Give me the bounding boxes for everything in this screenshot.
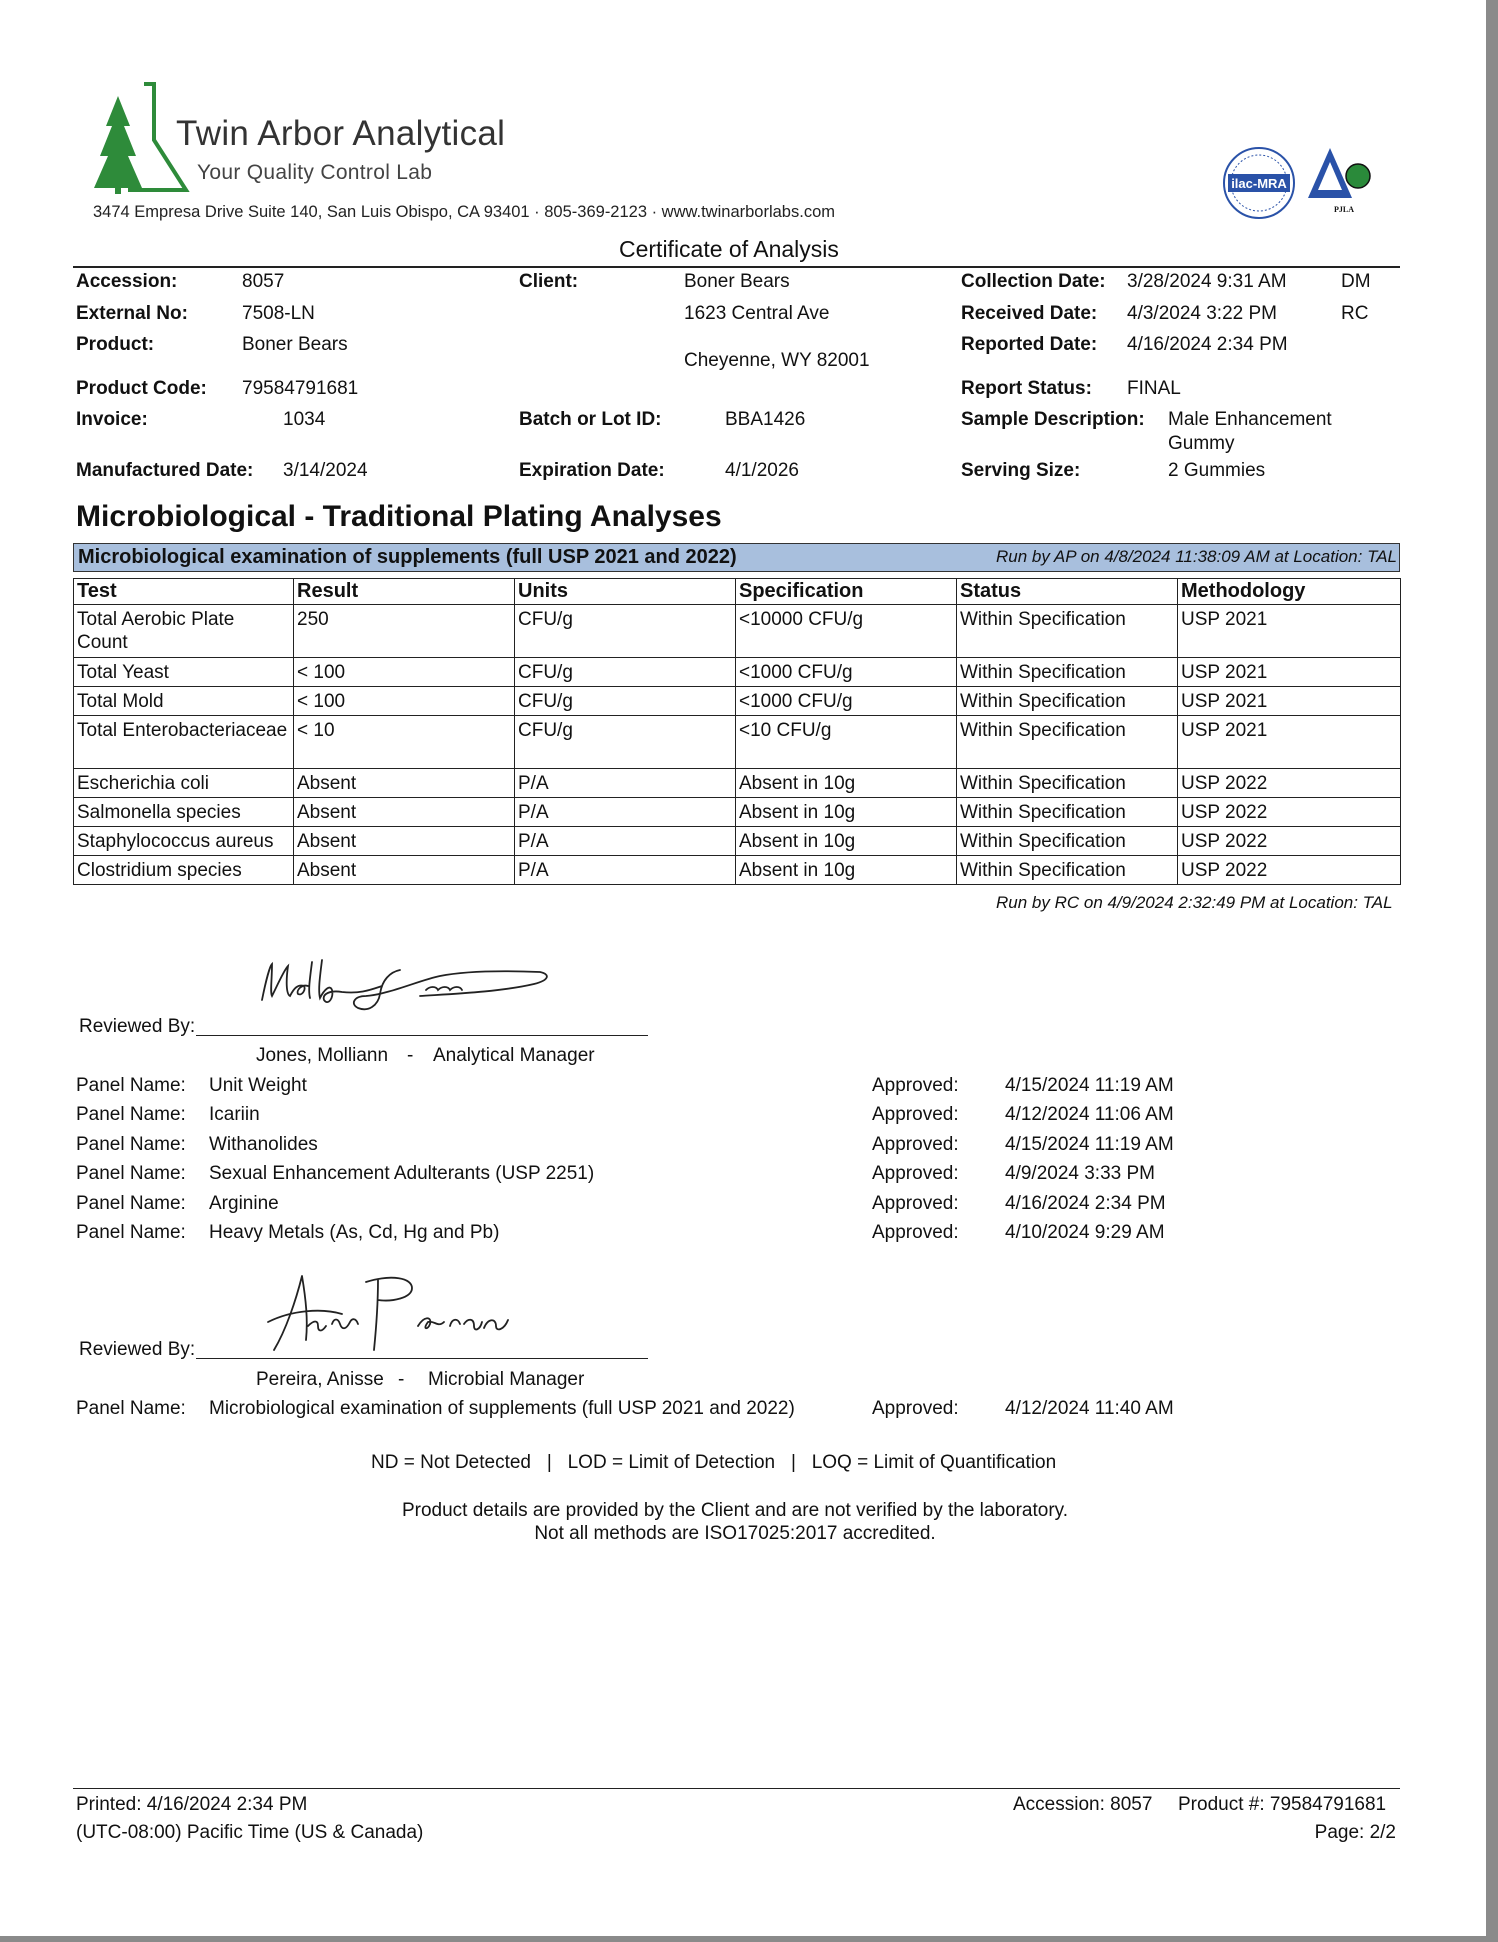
- cell-specification: Absent in 10g: [736, 856, 957, 885]
- col-units: Units: [515, 579, 736, 605]
- review1-role: Analytical Manager: [433, 1045, 595, 1066]
- cell-test: Salmonella species: [74, 798, 294, 827]
- approved-label: Approved:: [872, 1193, 959, 1214]
- cell-status: Within Specification: [957, 658, 1178, 687]
- serving-value: 2 Gummies: [1168, 460, 1266, 481]
- cell-specification: <1000 CFU/g: [736, 687, 957, 716]
- footer-page: Page: 2/2: [1314, 1822, 1396, 1843]
- product-code-label: Product Code:: [76, 378, 207, 399]
- cell-status: Within Specification: [957, 827, 1178, 856]
- panel-header-bar: [73, 543, 1400, 572]
- col-test: Test: [74, 579, 294, 605]
- collection-initials: DM: [1341, 271, 1371, 292]
- col-methodology: Methodology: [1178, 579, 1401, 605]
- approved-label: Approved:: [872, 1398, 959, 1419]
- pjla-logo-icon: [1304, 140, 1384, 230]
- cell-status: Within Specification: [957, 687, 1178, 716]
- reported-value: 4/16/2024 2:34 PM: [1127, 334, 1288, 355]
- cell-methodology: USP 2021: [1178, 687, 1401, 716]
- approved-value: 4/12/2024 11:06 AM: [1005, 1104, 1174, 1125]
- cell-specification: Absent in 10g: [736, 769, 957, 798]
- section-title: Microbiological - Traditional Plating Analyses: [76, 500, 722, 533]
- expiration-value: 4/1/2026: [725, 460, 799, 481]
- review2-role: Microbial Manager: [428, 1369, 585, 1390]
- review2-signature-line: [196, 1358, 648, 1359]
- panel-name: Arginine: [209, 1193, 279, 1214]
- results-table: [73, 578, 1401, 885]
- collection-value: 3/28/2024 9:31 AM: [1127, 271, 1287, 292]
- approved-value: 4/15/2024 11:19 AM: [1005, 1075, 1174, 1096]
- panel-label: Panel Name:: [76, 1163, 186, 1184]
- sample-line1: Male Enhancement: [1168, 409, 1332, 430]
- panel-label: Panel Name:: [76, 1104, 186, 1125]
- cell-result: 250: [294, 605, 515, 658]
- product-code-value: 79584791681: [242, 378, 359, 399]
- invoice-value: 1034: [283, 409, 326, 430]
- product-value: Boner Bears: [242, 334, 348, 355]
- col-specification: Specification: [736, 579, 957, 605]
- accession-label: Accession:: [76, 271, 178, 292]
- lab-address: 3474 Empresa Drive Suite 140, San Luis Obispo, CA 93401 · 805-369-2123 · www.twinarborlabs.com: [93, 203, 835, 221]
- serving-label: Serving Size:: [961, 460, 1081, 481]
- review2-dash: -: [398, 1369, 405, 1390]
- cell-status: Within Specification: [957, 716, 1178, 769]
- cell-specification: Absent in 10g: [736, 798, 957, 827]
- review1-dash: -: [407, 1045, 414, 1066]
- review1-label: Reviewed By:: [79, 1016, 196, 1037]
- footer-accession: Accession: 8057: [1013, 1794, 1153, 1815]
- panel-run-info: Run by AP on 4/8/2024 11:38:09 AM at Location: TAL: [995, 547, 1397, 566]
- cell-methodology: USP 2022: [1178, 798, 1401, 827]
- sample-label: Sample Description:: [961, 409, 1145, 430]
- table-row: [74, 687, 1401, 716]
- cell-units: CFU/g: [515, 605, 736, 658]
- lab-tagline: Your Quality Control Lab: [197, 161, 433, 184]
- signature-image: [262, 1270, 562, 1360]
- review1-signature-line: [196, 1035, 648, 1036]
- received-value: 4/3/2024 3:22 PM: [1127, 303, 1277, 324]
- manufactured-label: Manufactured Date:: [76, 460, 254, 481]
- ilac-text: ilac-MRA: [1231, 176, 1287, 191]
- review2-label: Reviewed By:: [79, 1339, 196, 1360]
- review1-name: Jones, Molliann: [256, 1045, 389, 1066]
- approved-label: Approved:: [872, 1104, 959, 1125]
- panel-label: Panel Name:: [76, 1193, 186, 1214]
- cell-result: < 100: [294, 687, 515, 716]
- panel-label: Panel Name:: [76, 1398, 186, 1419]
- cell-test: Staphylococcus aureus: [74, 827, 294, 856]
- doc-title: Certificate of Analysis: [619, 236, 839, 262]
- cell-status: Within Specification: [957, 798, 1178, 827]
- signature-image: [250, 950, 570, 1030]
- cell-test: Total Aerobic Plate Count: [74, 605, 294, 658]
- col-status: Status: [957, 579, 1178, 605]
- approved-label: Approved:: [872, 1075, 959, 1096]
- product-label: Product:: [76, 334, 155, 355]
- panel-name: Sexual Enhancement Adulterants (USP 2251): [209, 1163, 595, 1184]
- cell-methodology: USP 2022: [1178, 827, 1401, 856]
- title-rule: [73, 266, 1400, 268]
- footer-timezone: (UTC-08:00) Pacific Time (US & Canada): [76, 1822, 424, 1843]
- disclaimer-line1: Product details are provided by the Client and are not verified by the laboratory.: [401, 1500, 1069, 1521]
- approved-value: 4/12/2024 11:40 AM: [1005, 1398, 1174, 1419]
- footer-product-number: Product #: 79584791681: [1178, 1794, 1387, 1815]
- panel-name: Unit Weight: [209, 1075, 307, 1096]
- svg-text:PJLA: PJLA: [1334, 205, 1354, 214]
- footer-rule: [73, 1788, 1400, 1789]
- client-label: Client:: [519, 271, 579, 292]
- reported-label: Reported Date:: [961, 334, 1098, 355]
- approved-value: 4/10/2024 9:29 AM: [1005, 1222, 1165, 1243]
- cell-methodology: USP 2022: [1178, 856, 1401, 885]
- approved-label: Approved:: [872, 1134, 959, 1155]
- cell-status: Within Specification: [957, 856, 1178, 885]
- panel-name: Withanolides: [209, 1134, 318, 1155]
- cell-result: Absent: [294, 798, 515, 827]
- panel-name: Heavy Metals (As, Cd, Hg and Pb): [209, 1222, 500, 1243]
- cell-specification: Absent in 10g: [736, 827, 957, 856]
- received-label: Received Date:: [961, 303, 1098, 324]
- client-name: Boner Bears: [684, 271, 790, 292]
- panel-name: Microbiological examination of supplements (full USP 2021 and 2022): [209, 1398, 795, 1419]
- cell-specification: <1000 CFU/g: [736, 658, 957, 687]
- cell-units: P/A: [515, 856, 736, 885]
- lab-name: Twin Arbor Analytical: [176, 114, 506, 153]
- batch-label: Batch or Lot ID:: [519, 409, 662, 430]
- cell-status: Within Specification: [957, 605, 1178, 658]
- cell-result: Absent: [294, 769, 515, 798]
- abbreviation-legend: ND = Not Detected | LOD = Limit of Detection | LOQ = Limit of Quantification: [371, 1452, 1057, 1473]
- panel-label: Panel Name:: [76, 1134, 186, 1155]
- footer-printed: Printed: 4/16/2024 2:34 PM: [76, 1794, 308, 1815]
- approved-label: Approved:: [872, 1222, 959, 1243]
- cell-result: < 10: [294, 716, 515, 769]
- table-row: [74, 856, 1401, 885]
- cell-methodology: USP 2021: [1178, 658, 1401, 687]
- cell-test: Total Enterobacteriaceae: [74, 716, 294, 769]
- table-row: [74, 798, 1401, 827]
- received-initials: RC: [1341, 303, 1369, 324]
- review2-name: Pereira, Anisse: [256, 1369, 384, 1390]
- cell-test: Clostridium species: [74, 856, 294, 885]
- table-header-row: [74, 579, 1401, 605]
- cell-methodology: USP 2021: [1178, 716, 1401, 769]
- approved-label: Approved:: [872, 1163, 959, 1184]
- panel-title: Microbiological examination of supplements (full USP 2021 and 2022): [78, 546, 737, 568]
- panel-label: Panel Name:: [76, 1075, 186, 1096]
- approved-value: 4/15/2024 11:19 AM: [1005, 1134, 1174, 1155]
- status-value: FINAL: [1127, 378, 1181, 399]
- accession-value: 8057: [242, 271, 285, 292]
- sample-line2: Gummy: [1168, 433, 1235, 454]
- external-label: External No:: [76, 303, 188, 324]
- table-row: [74, 605, 1401, 658]
- cell-methodology: USP 2022: [1178, 769, 1401, 798]
- client-address-line1: 1623 Central Ave: [684, 303, 830, 324]
- cell-units: CFU/g: [515, 658, 736, 687]
- external-value: 7508-LN: [242, 303, 315, 324]
- cell-units: CFU/g: [515, 687, 736, 716]
- invoice-label: Invoice:: [76, 409, 148, 430]
- status-label: Report Status:: [961, 378, 1092, 399]
- client-address-line2: Cheyenne, WY 82001: [684, 350, 870, 371]
- cell-units: P/A: [515, 827, 736, 856]
- disclaimer-line2: Not all methods are ISO17025:2017 accredited.: [534, 1523, 936, 1544]
- cell-status: Within Specification: [957, 769, 1178, 798]
- table-row: [74, 769, 1401, 798]
- table-row: [74, 716, 1401, 769]
- panel-label: Panel Name:: [76, 1222, 186, 1243]
- cell-methodology: USP 2021: [1178, 605, 1401, 658]
- cell-specification: <10 CFU/g: [736, 716, 957, 769]
- approved-value: 4/9/2024 3:33 PM: [1005, 1163, 1155, 1184]
- collection-label: Collection Date:: [961, 271, 1106, 292]
- cell-result: < 100: [294, 658, 515, 687]
- cell-specification: <10000 CFU/g: [736, 605, 957, 658]
- cell-test: Total Mold: [74, 687, 294, 716]
- cell-units: CFU/g: [515, 716, 736, 769]
- batch-value: BBA1426: [725, 409, 806, 430]
- cell-units: P/A: [515, 769, 736, 798]
- table-row: [74, 658, 1401, 687]
- cell-units: P/A: [515, 798, 736, 827]
- cell-test: Escherichia coli: [74, 769, 294, 798]
- ilac-mra-logo-icon: [1222, 146, 1296, 220]
- panel-run-info-bottom: Run by RC on 4/9/2024 2:32:49 PM at Location: TAL: [996, 893, 1393, 912]
- panel-name: Icariin: [209, 1104, 260, 1125]
- approved-value: 4/16/2024 2:34 PM: [1005, 1193, 1166, 1214]
- expiration-label: Expiration Date:: [519, 460, 665, 481]
- table-row: [74, 827, 1401, 856]
- cell-test: Total Yeast: [74, 658, 294, 687]
- cell-result: Absent: [294, 827, 515, 856]
- cell-result: Absent: [294, 856, 515, 885]
- col-result: Result: [294, 579, 515, 605]
- manufactured-value: 3/14/2024: [283, 460, 368, 481]
